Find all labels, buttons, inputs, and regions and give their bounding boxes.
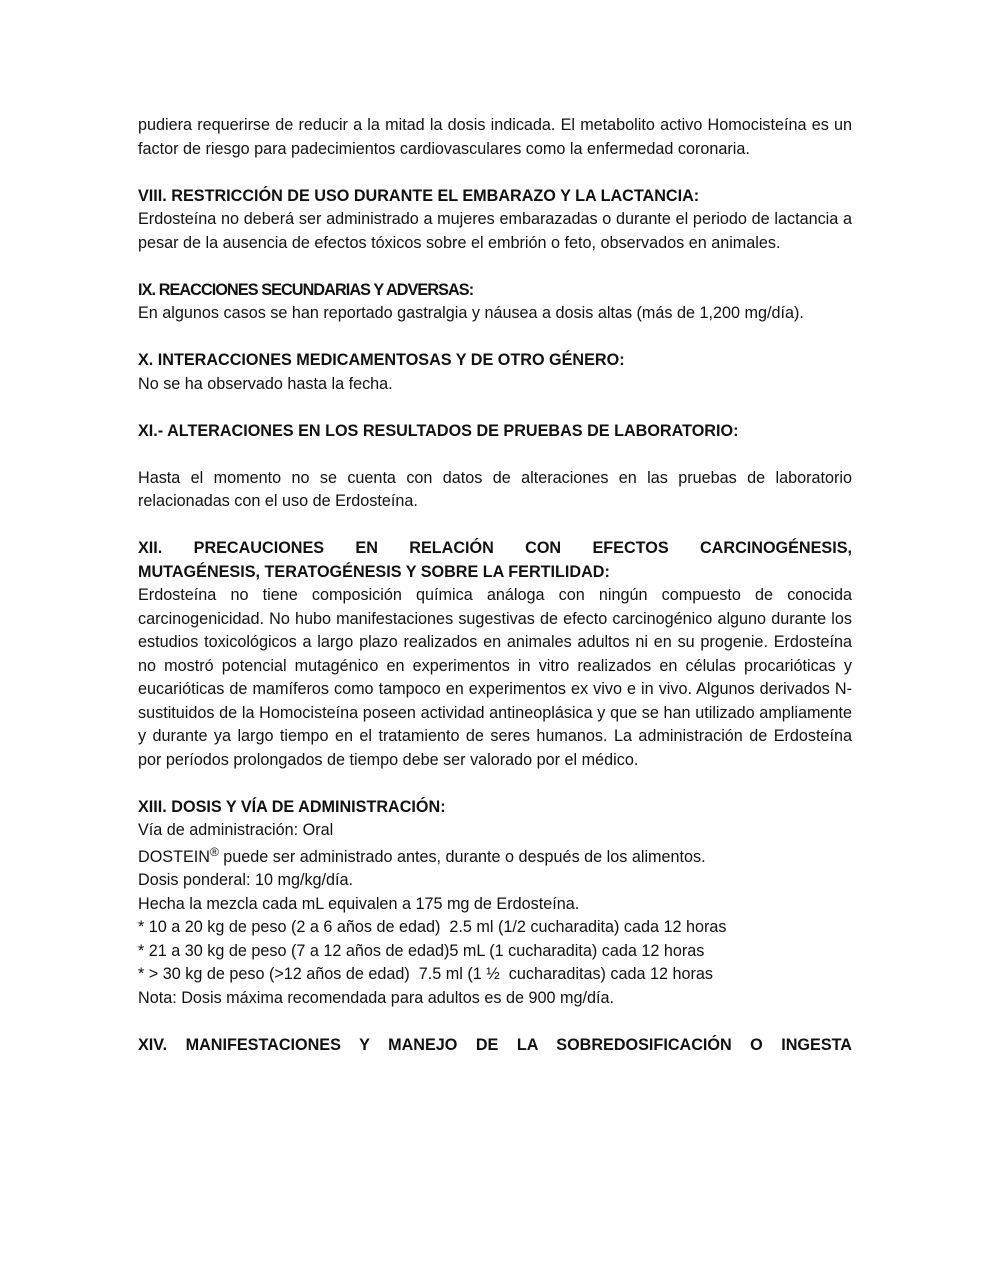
section-12-paragraph: Erdosteína no tiene composición química análoga con ningún compuesto de conocida carcinogenicidad. No hubo manifestaciones sugestivas de efecto carcinogénico alguno durante los estudios toxicológicos a largo plazo realizados en animales adultos ni en su progenie. Erdosteína no mostró potencial mutagénico en experimentos in vitro realizados en células procarióticas y eucarióticas de mamíferos como tampoco en experimentos ex vivo e in vivo. Algunos derivados N-sustituidos de la Homocisteína poseen actividad antineoplásica y que se han utilizado ampliamente y durante ya largo tiempo en el tratamiento de seres humanos. La administración de Erdosteína por períodos prolongados de tiempo debe ser valorado por el médico. <box>138 586 852 769</box>
section-12-heading-line2: MUTAGÉNESIS, TERATOGÉNESIS Y SOBRE LA FERTILIDAD: <box>138 562 610 581</box>
intro-paragraph: pudiera requerirse de reducir a la mitad la dosis indicada. El metabolito activo Homocisteína es un factor de riesgo para padecimientos cardiovasculares como la enfermedad coronaria. <box>138 116 852 158</box>
section-12-heading-line1: XII. PRECAUCIONES EN RELACIÓN CON EFECTOS CARCINOGÉNESIS, <box>138 539 852 557</box>
section-9-heading: IX. REACCIONES SECUNDARIAS Y ADVERSAS: <box>138 280 474 299</box>
dose-line-3: * > 30 kg de peso (>12 años de edad) 7.5 ml (1 ½ cucharaditas) cada 12 horas <box>138 965 714 983</box>
section-14-heading: XIV. MANIFESTACIONES Y MANEJO DE LA SOBREDOSIFICACIÓN O INGESTA <box>138 1035 852 1054</box>
section-8-paragraph: Erdosteína no deberá ser administrado a mujeres embarazadas o durante el periodo de lactancia a pesar de la ausencia de efectos tóxicos sobre el embrión o feto, observados en animales. <box>138 210 852 252</box>
brand-line <box>138 846 852 870</box>
section-10-heading: X. INTERACCIONES MEDICAMENTOSAS Y DE OTRO GÉNERO: <box>138 351 625 369</box>
section-10-paragraph: No se ha observado hasta la fecha. <box>138 374 393 393</box>
ponderal-dose: Dosis ponderal: 10 mg/kg/día. <box>138 871 354 889</box>
section-13-heading: XIII. DOSIS Y VÍA DE ADMINISTRACIÓN: <box>138 797 446 816</box>
registered-mark: ® <box>209 844 219 859</box>
mix-equivalence: Hecha la mezcla cada mL equivalen a 175 mg de Erdosteína. <box>138 894 580 913</box>
dose-line-2: * 21 a 30 kg de peso (7 a 12 años de edad)5 mL (1 cucharadita) cada 12 horas <box>138 941 705 960</box>
dose-line-1: * 10 a 20 kg de peso (2 a 6 años de edad) 2.5 ml (1/2 cucharadita) cada 12 horas <box>138 918 727 936</box>
section-11-heading: XI.- ALTERACIONES EN LOS RESULTADOS DE PRUEBAS DE LABORATORIO: <box>138 421 739 440</box>
brand-line-text: puede ser administrado antes, durante o después de los alimentos. <box>218 847 706 866</box>
brand-name: DOSTEIN <box>138 847 210 866</box>
document-page <box>138 114 852 1057</box>
max-dose-note: Nota: Dosis máxima recomendada para adultos es de 900 mg/día. <box>138 988 614 1007</box>
section-11-paragraph: Hasta el momento no se cuenta con datos de alteraciones en las pruebas de laboratorio relacionadas con el uso de Erdosteína. <box>138 468 852 510</box>
section-8-heading: VIII. RESTRICCIÓN DE USO DURANTE EL EMBARAZO Y LA LACTANCIA: <box>138 186 700 205</box>
administration-route: Vía de administración: Oral <box>138 821 334 839</box>
section-9-paragraph: En algunos casos se han reportado gastralgia y náusea a dosis altas (más de 1,200 mg/día). <box>138 304 804 322</box>
